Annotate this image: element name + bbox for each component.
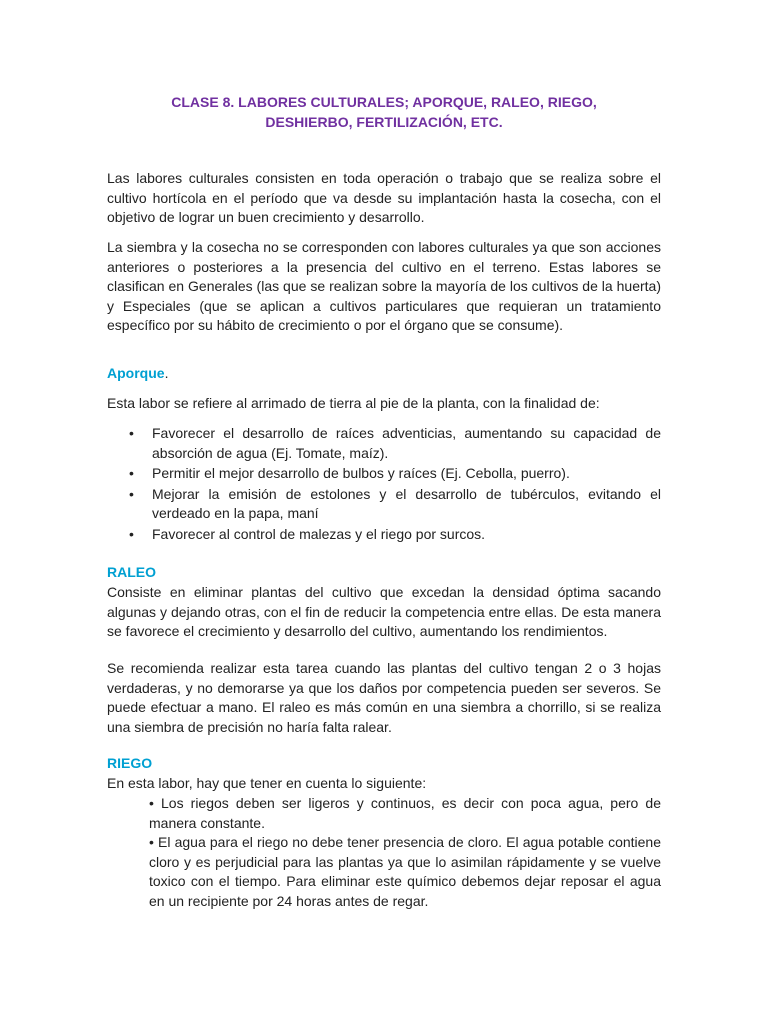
- intro-paragraph-2: La siembra y la cosecha no se corresponden con labores culturales ya que son acciones anteriores o posteriores a la presencia del cultivo en el terreno. Estas labores se clasifican en Generales (las que se realizan sobre la mayoría de los cultivos de la huerta) y Especiales (que se aplican a cultivos particulares que requieran un tratamiento específico por su hábito de crecimiento o por el órgano que se consume).: [107, 239, 661, 333]
- list-item-text: Mejorar la emisión de estolones y el desarrollo de tubérculos, evitando el verdeado en la papa, maní: [152, 485, 661, 521]
- bullet-icon: •: [129, 465, 134, 481]
- raleo-paragraph-1: Consiste en eliminar plantas del cultivo que excedan la densidad óptima sacando algunas y dejando otras, con el fin de reducir la competencia entre ellas. De esta manera se favorece el crecimiento y desarrollo del cultivo, aumentando los rendimientos.: [107, 584, 661, 639]
- aporque-heading: [107, 364, 168, 384]
- raleo-paragraph-2: Se recomienda realizar esta tarea cuando las plantas del cultivo tengan 2 o 3 hojas verdaderas, y no demorarse ya que los daños por competencia pueden ser severos. Se puede efectuar a mano. El raleo es más común en una siembra a chorrillo, si se realiza una siembra de precisión no haría falta ralear.: [107, 660, 661, 735]
- list-item: [107, 464, 661, 484]
- riego-heading: RIEGO: [107, 755, 153, 771]
- raleo-heading: RALEO: [107, 564, 156, 580]
- aporque-list: [107, 424, 661, 545]
- title-line-1: CLASE 8. LABORES CULTURALES; APORQUE, RALEO, RIEGO,: [171, 94, 597, 110]
- page-title: [100, 92, 668, 132]
- list-item: [107, 525, 661, 545]
- list-item: [107, 485, 661, 524]
- intro-paragraph-1: Las labores culturales consisten en toda operación o trabajo que se realiza sobre el cultivo hortícola en el período que va desde su implantación hasta la cosecha, con el objetivo de lograr un buen crecimiento y desarrollo.: [107, 170, 661, 225]
- bullet-icon: •: [129, 425, 134, 441]
- list-item-text: Favorecer al control de malezas y el riego por surcos.: [152, 525, 486, 542]
- bullet-icon: •: [129, 485, 134, 502]
- aporque-heading-text: Aporque: [107, 365, 165, 381]
- aporque-intro: Esta labor se refiere al arrimado de tierra al pie de la planta, con la finalidad de:: [107, 395, 600, 411]
- list-item: • El agua para el riego no debe tener presencia de cloro. El agua potable contiene cloro y es perjudicial para las plantas ya que lo asimilan rápidamente y se vuelve toxico con el tiempo. Para eliminar este químico debemos dejar reposar el agua en un recipiente por 24 horas antes de regar.: [149, 834, 661, 909]
- riego-intro: En esta labor, hay que tener en cuenta lo siguiente:: [107, 775, 427, 791]
- list-item: [107, 424, 661, 463]
- list-item: • Los riegos deben ser ligeros y continuos, es decir con poca agua, pero de manera constante.: [149, 795, 661, 831]
- title-line-2: DESHIERBO, FERTILIZACIÓN, ETC.: [265, 114, 503, 130]
- riego-list: [149, 794, 661, 911]
- list-item-text: Favorecer el desarrollo de raíces adventicias, aumentando su capacidad de absorción de agua (Ej. Tomate, maíz).: [152, 425, 661, 461]
- list-item-text: Permitir el mejor desarrollo de bulbos y raíces (Ej. Cebolla, puerro).: [152, 465, 570, 481]
- bullet-icon: •: [129, 525, 134, 542]
- aporque-heading-period: .: [164, 365, 169, 381]
